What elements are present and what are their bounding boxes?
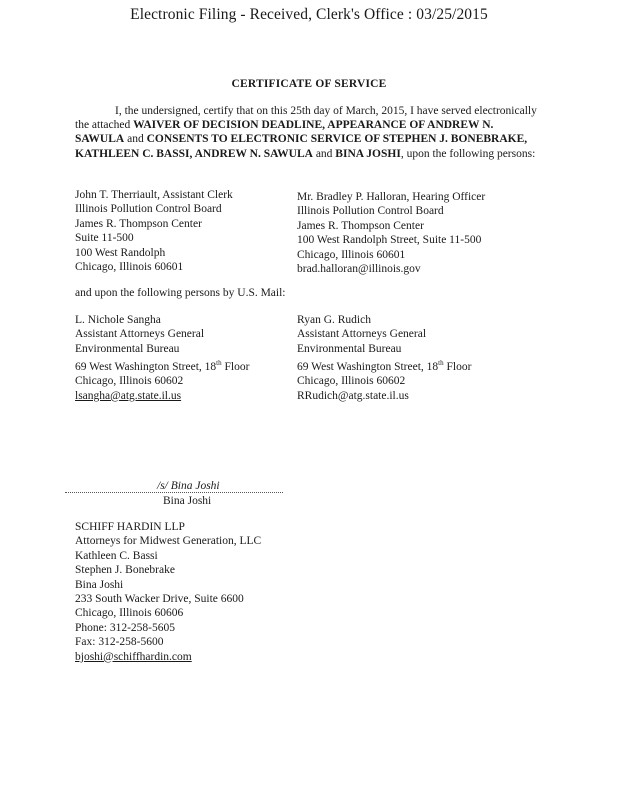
intro-text-3: and bbox=[312, 147, 336, 160]
recipient-line: Chicago, Illinois 60601 bbox=[75, 261, 184, 274]
signature-line bbox=[65, 480, 283, 493]
document-title: CERTIFICATE OF SERVICE bbox=[231, 78, 387, 90]
firm-block bbox=[75, 520, 261, 664]
recipient-line: Illinois Pollution Control Board bbox=[297, 205, 444, 218]
recipient-email[interactable]: brad.halloran@illinois.gov bbox=[297, 263, 421, 276]
certification-paragraph bbox=[75, 104, 545, 161]
firm-email-link[interactable]: bjoshi@schiffhardin.com bbox=[75, 650, 192, 663]
recipient-line: Ryan G. Rudich bbox=[297, 314, 371, 326]
recipient-email[interactable]: RRudich@atg.state.il.us bbox=[297, 389, 409, 402]
firm-line: Chicago, Illinois 60606 bbox=[75, 607, 184, 620]
firm-line: Bina Joshi bbox=[75, 578, 124, 591]
address-street: 69 West Washington Street, 18 bbox=[75, 361, 217, 374]
address-street: 69 West Washington Street, 18 bbox=[297, 361, 439, 374]
firm-line: Kathleen C. Bassi bbox=[75, 549, 158, 562]
firm-fax: Fax: 312-258-5600 bbox=[75, 636, 164, 649]
recipient-line: L. Nichole Sangha bbox=[75, 314, 161, 326]
address-superscript: th bbox=[438, 359, 444, 368]
filing-stamp-header: Electronic Filing - Received, Clerk's Office : 03/25/2015 bbox=[130, 6, 488, 23]
firm-line: Attorneys for Midwest Generation, LLC bbox=[75, 535, 262, 548]
mail-recipient-right bbox=[297, 313, 471, 403]
mail-recipient-left bbox=[75, 313, 249, 403]
recipient-line: Environmental Bureau bbox=[75, 342, 180, 355]
signer-name: Bina Joshi bbox=[163, 495, 212, 507]
recipient-line: James R. Thompson Center bbox=[75, 217, 202, 230]
recipient-address bbox=[75, 356, 249, 374]
intro-text-4: , upon the following persons: bbox=[400, 147, 536, 160]
firm-phone: Phone: 312-258-5605 bbox=[75, 621, 175, 634]
signature-block bbox=[65, 480, 285, 507]
recipient-line: Suite 11-500 bbox=[75, 232, 134, 245]
recipient-line: Assistant Attorneys General bbox=[75, 328, 205, 341]
recipient-line: Assistant Attorneys General bbox=[297, 328, 427, 341]
firm-name: SCHIFF HARDIN LLP bbox=[75, 521, 185, 533]
recipient-email[interactable]: lsangha@atg.state.il.us bbox=[75, 389, 182, 402]
electronic-recipient-right bbox=[297, 190, 485, 276]
intro-text-2: and bbox=[124, 133, 147, 146]
electronic-signature: /s/ Bina Joshi bbox=[157, 480, 220, 492]
address-superscript: th bbox=[216, 359, 222, 368]
recipient-line: 100 West Randolph Street, Suite 11-500 bbox=[297, 234, 482, 247]
recipient-line: Environmental Bureau bbox=[297, 342, 402, 355]
recipient-line: Chicago, Illinois 60601 bbox=[297, 248, 406, 261]
recipient-line: 100 West Randolph bbox=[75, 246, 166, 259]
recipient-line: James R. Thompson Center bbox=[297, 219, 424, 232]
intro-bold-1: WAIVER OF DECISION DEADLINE, APPEARANCE OF ANDREW N. SAWULA bbox=[75, 119, 494, 146]
electronic-recipient-left bbox=[75, 188, 233, 274]
intro-bold-2: CONSENTS TO ELECTRONIC SERVICE OF STEPHEN J. BONEBRAKE, KATHLEEN C. BASSI, ANDREW N. SAWULA bbox=[75, 133, 528, 160]
address-floor: Floor bbox=[443, 361, 472, 374]
firm-line: Stephen J. Bonebrake bbox=[75, 564, 175, 577]
intro-text-1: I, the undersigned, certify that on this 25th day of March, 2015, I have served electronically the attached bbox=[75, 105, 537, 132]
firm-line: 233 South Wacker Drive, Suite 6600 bbox=[75, 593, 244, 606]
recipient-line: Chicago, Illinois 60602 bbox=[297, 375, 406, 388]
intro-bold-3: BINA JOSHI bbox=[335, 147, 401, 160]
recipient-line: Mr. Bradley P. Halloran, Hearing Officer bbox=[297, 191, 486, 203]
recipient-line: John T. Therriault, Assistant Clerk bbox=[75, 189, 233, 201]
recipient-line: Chicago, Illinois 60602 bbox=[75, 375, 184, 388]
recipient-address bbox=[297, 356, 471, 374]
recipient-line: Illinois Pollution Control Board bbox=[75, 203, 222, 216]
mail-service-intro: and upon the following persons by U.S. Mail: bbox=[75, 287, 286, 299]
address-floor: Floor bbox=[221, 361, 250, 374]
